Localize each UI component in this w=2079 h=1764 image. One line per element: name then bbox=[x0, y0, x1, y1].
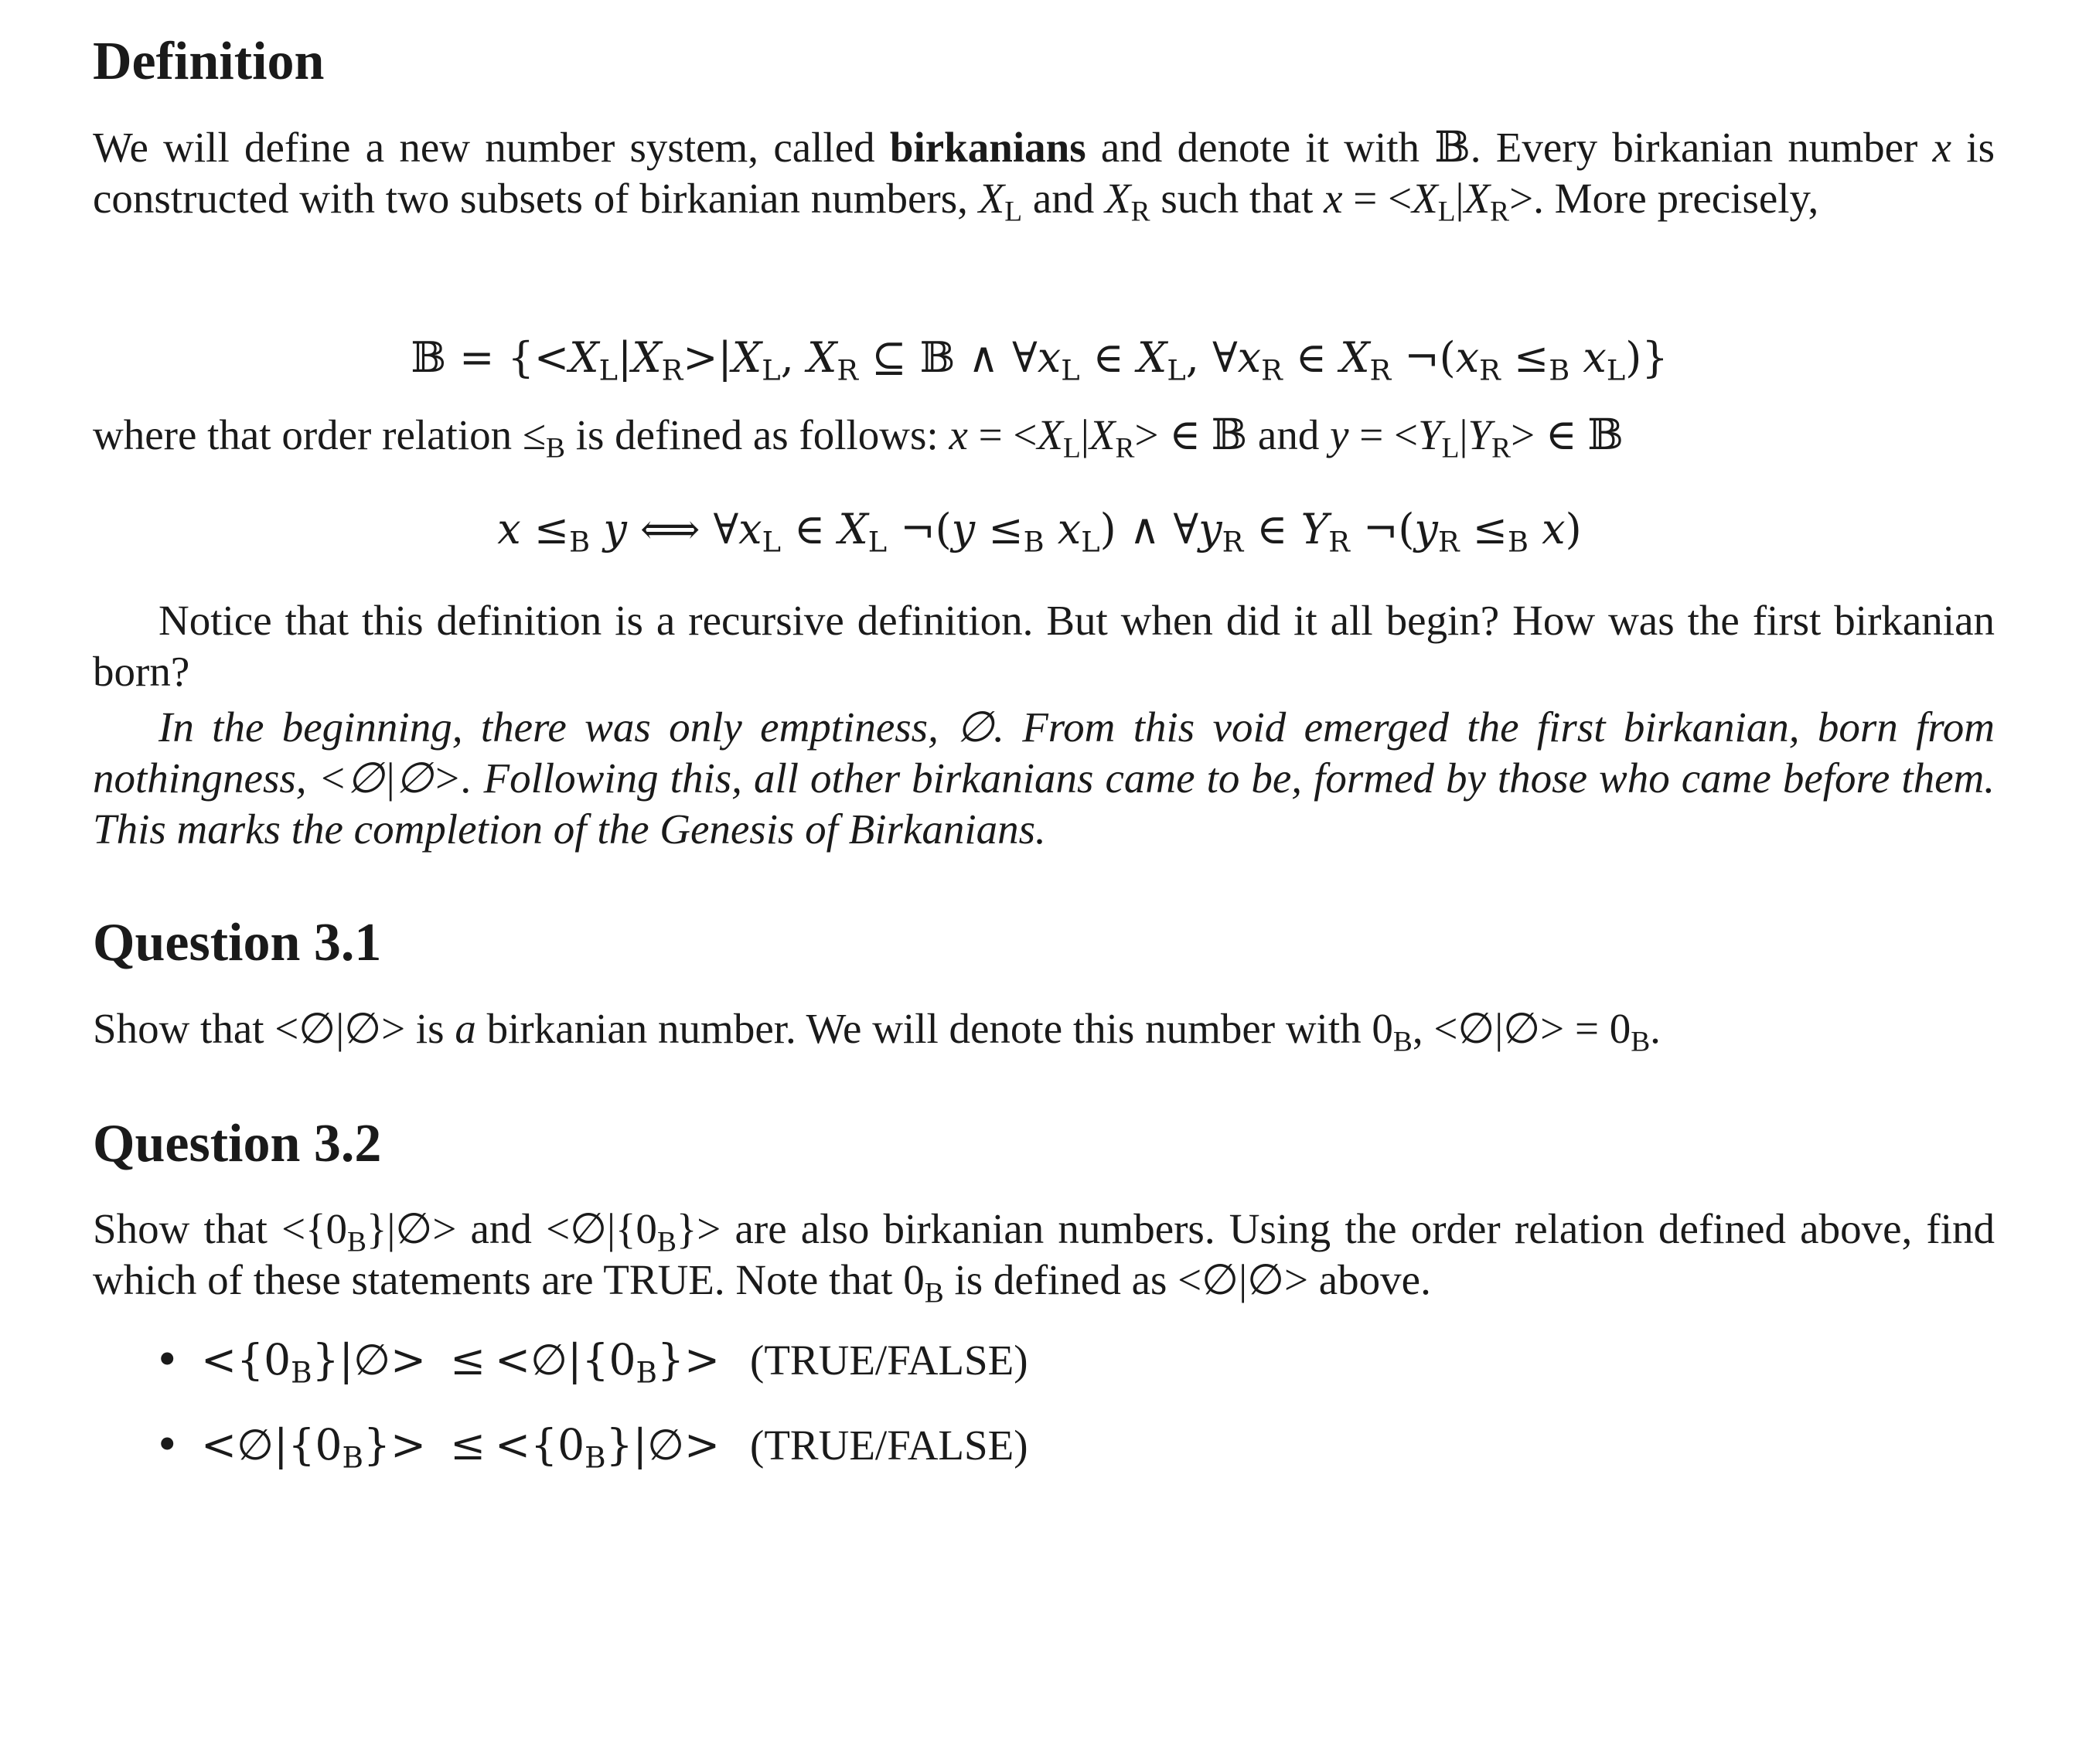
definition-intro: We will define a new number system, called birkanians and denote it with 𝔹. Every birkanian number x is constructed with two subsets of birkanian numbers, $X_L$ and $X_R$ such that $x = <X_L|X_R>$. More precisely, bbox=[93, 124, 1995, 228]
question-3-1-text: Show that <∅|∅> is a birkanian number. We will denote this number with $0_B$, <∅|∅> = $0_B$. bbox=[93, 1005, 1661, 1058]
statement-item: • $<\emptyset|\{0_B\}>$ ≤ $<\{0_B\}|\emptyset>$ (TRUE/FALSE) bbox=[155, 1420, 1028, 1475]
order-relation-text: where that order relation $\le_B$ is defined as follows: $x = <X_L|X_R>$ ∈ 𝔹 and $y = <Y_L|Y_R>$ ∈ 𝔹 bbox=[93, 411, 1624, 465]
question-3-1-heading: Question 3.1 bbox=[93, 913, 382, 972]
question-3-2-text: Show that $<\{0_B\}|\emptyset>$ and $<\emptyset|\{0_B\}>$ are also birkanian numbers. Using the order relation defined above, find which of these statements are TRUE. Note that $0_B$ is defined as <∅|∅> above. bbox=[93, 1205, 1995, 1309]
statement-item: • $<\{0_B\}|\emptyset>$ ≤ $<\emptyset|\{0_B\}>$ (TRUE/FALSE) bbox=[155, 1335, 1028, 1390]
notice-paragraph: Notice that this definition is a recursive definition. But when did it all begin? How was the first birkanian born? bbox=[93, 597, 1995, 695]
birkanians-term: birkanians bbox=[889, 124, 1086, 171]
true-false-option: (TRUE/FALSE) bbox=[750, 1422, 1028, 1469]
birkanian-set-equation: 𝔹 = {$<X_L|X_R>|X_L$, $X_R$ ⊆ 𝔹 ∧ $\forall x_L$ ∈ $X_L$, $\forall x_R$ ∈ $X_R$ $\neg(x_R \le_B$ $x_L$)} bbox=[411, 333, 1668, 387]
true-false-option: (TRUE/FALSE) bbox=[750, 1337, 1028, 1384]
bullet-icon: • bbox=[155, 1420, 180, 1469]
statement-list bbox=[155, 1334, 1028, 1504]
definition-heading: Definition bbox=[93, 32, 325, 91]
question-3-2-heading: Question 3.2 bbox=[93, 1114, 382, 1173]
genesis-paragraph: In the beginning, there was only emptiness, ∅. From this void emerged the first birkanian, born from nothingness, <∅|∅>. Following this, all other birkanians came to be, formed by those who came before them. This marks the completion of the Genesis of Birkanians. bbox=[93, 703, 1995, 853]
order-relation-equation: $x \le_B$ y ⟺ $\forall x_L$ ∈ $X_L$ ¬(y $\le_B$ $x_L$) ∧ $\forall y_R$ ∈ $Y_R$ $\neg(y_R \le_B$ x) bbox=[497, 505, 1582, 559]
bullet-icon: • bbox=[155, 1335, 180, 1384]
